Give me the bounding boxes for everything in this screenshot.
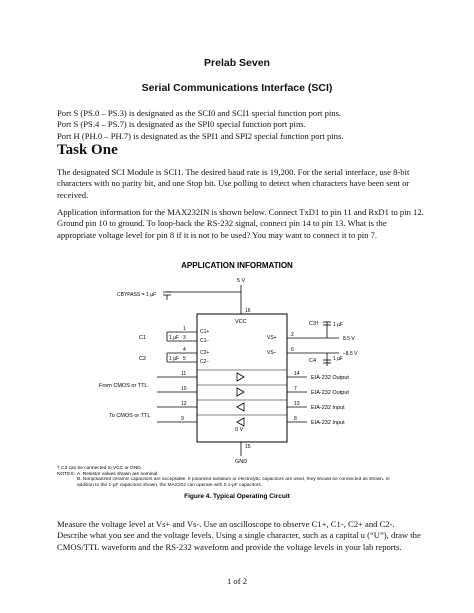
c3-value: 1 µF — [333, 322, 344, 328]
figure-heading: APPLICATION INFORMATION — [181, 261, 293, 270]
task-paragraph-1: The designated SCI Module is SCI1. The desired baud rate is 19,200. For the serial interface, use 8-bit characters with no parity bit, and one Stop bit. Use polling to detect when characters have been sent or received. — [57, 167, 410, 200]
pin-number: 1 — [183, 326, 186, 332]
pin15-label: 15 — [245, 444, 251, 450]
c2-value: 1 µF — [169, 356, 180, 362]
c1-value: 1 µF — [169, 335, 180, 341]
pin-name: C2− — [200, 359, 210, 365]
from-cmos-label: From CMOS or TTL — [99, 383, 148, 389]
pin-number: 6 — [291, 347, 294, 353]
page-subtitle: Serial Communications Interface (SCI) — [141, 82, 333, 94]
page-number: 1 of 2 — [226, 576, 248, 586]
pin-number: 9 — [181, 416, 184, 422]
c4-value: 1 µF — [333, 356, 344, 362]
zero-v-label: 0 V — [235, 427, 244, 433]
note-dagger: † C3 can be connected to VCC or GND. — [57, 466, 143, 471]
section-heading: Task One — [57, 142, 118, 158]
port-list — [57, 108, 427, 142]
task-paragraph-3: Measure the voltage level at Vs+ and Vs-. Use an oscilloscope to observe C1+, C1-, C2+ and C2-. Describe what you see and the voltage levels. Using a single character, such as a capital u (“U”), draw the CMOS/TTL waveform and the RS-232 waveform and provide the voltage levels in your lab reports. — [57, 519, 421, 552]
c4-label: C4 — [309, 358, 317, 364]
eia-output-label: EIA-232 Output — [311, 390, 349, 396]
pin-number: 11 — [181, 371, 187, 377]
driver-buffer-icon — [237, 373, 244, 381]
port-line: Port S (PS.4 – PS.7) is designated as the SPI0 special function port pins. — [57, 119, 306, 130]
pin-number: 10 — [181, 386, 187, 392]
c1-label: C1 — [139, 335, 147, 341]
eia-input-label: EIA-232 Input — [311, 405, 345, 411]
cbypass-label: CBYPASS = 1 µF — [117, 292, 157, 298]
pin16-label: 16 — [245, 308, 251, 314]
page-title: Prelab Seven — [204, 57, 270, 69]
vplus-level: 8.5 V — [343, 336, 355, 342]
pin-number: 4 — [183, 347, 186, 353]
pin-name: VS− — [267, 350, 277, 356]
receiver-buffer-icon — [237, 403, 244, 411]
note-b-wrap — [77, 477, 397, 491]
pin-number: 2 — [291, 332, 294, 338]
vminus-level: –8.5 V — [343, 351, 358, 357]
eia-input-label: EIA-232 Input — [311, 420, 345, 426]
pin-number: 8 — [294, 416, 297, 422]
vcc-label: VCC — [235, 319, 247, 325]
figure-caption: Figure 4. Typical Operating Circuit — [184, 493, 290, 500]
port-line: Port S (PS.0 – PS.3) is designated as the SCI0 and SCI1 special function port pins. — [57, 108, 342, 118]
gnd-label: GND — [235, 459, 248, 465]
c3-label: C3† — [309, 321, 320, 327]
receiver-buffer-icon — [237, 418, 244, 426]
note-b: B. Nonpolarized ceramic capacitors are acceptable. If polarized tantalum or electrolytic capacitors are used, they should be connected as shown. In addition to the 1-µF capacitors shown, the MAX202 can operate with 0.1-µF capacitors. — [77, 477, 390, 488]
notes-label: NOTES: — [57, 472, 75, 477]
pin-number: 5 — [183, 356, 186, 362]
to-cmos-label: To CMOS or TTL — [109, 413, 151, 419]
c2-label: C2 — [139, 356, 147, 362]
port-line: Port H (PH.0 – PH.7) is designated as the SPI1 and SPI2 special function port pins. — [57, 130, 344, 141]
pin-number: 12 — [181, 401, 187, 407]
pin-name: C1+ — [200, 329, 210, 335]
note-a: A. Resistor values shown are nominal. — [77, 472, 159, 477]
pin-name: C1− — [200, 338, 210, 344]
pin-number: 7 — [294, 386, 297, 392]
pin-name: C2+ — [200, 350, 210, 356]
pin-number: 14 — [294, 371, 300, 377]
task-paragraph-2: Application information for the MAX232IN is shown below. Connect TxD1 to pin 11 and RxD1 to pin 12. Ground pin 10 to ground. To loop-back the RS-232 signal, connect pin 14 to pin 13. What is the appropriate voltage level for pin 8 if it is not to be used? You may want to connect it to pin 7. — [57, 207, 424, 240]
pin-number: 3 — [183, 335, 186, 341]
vsupply-label: 5 V — [236, 278, 246, 284]
driver-buffer-icon — [237, 388, 244, 396]
eia-output-label: EIA-232 Output — [311, 375, 349, 381]
circuit-figure — [57, 260, 417, 500]
pin-name: VS+ — [267, 335, 277, 341]
pin-number: 13 — [294, 401, 300, 407]
